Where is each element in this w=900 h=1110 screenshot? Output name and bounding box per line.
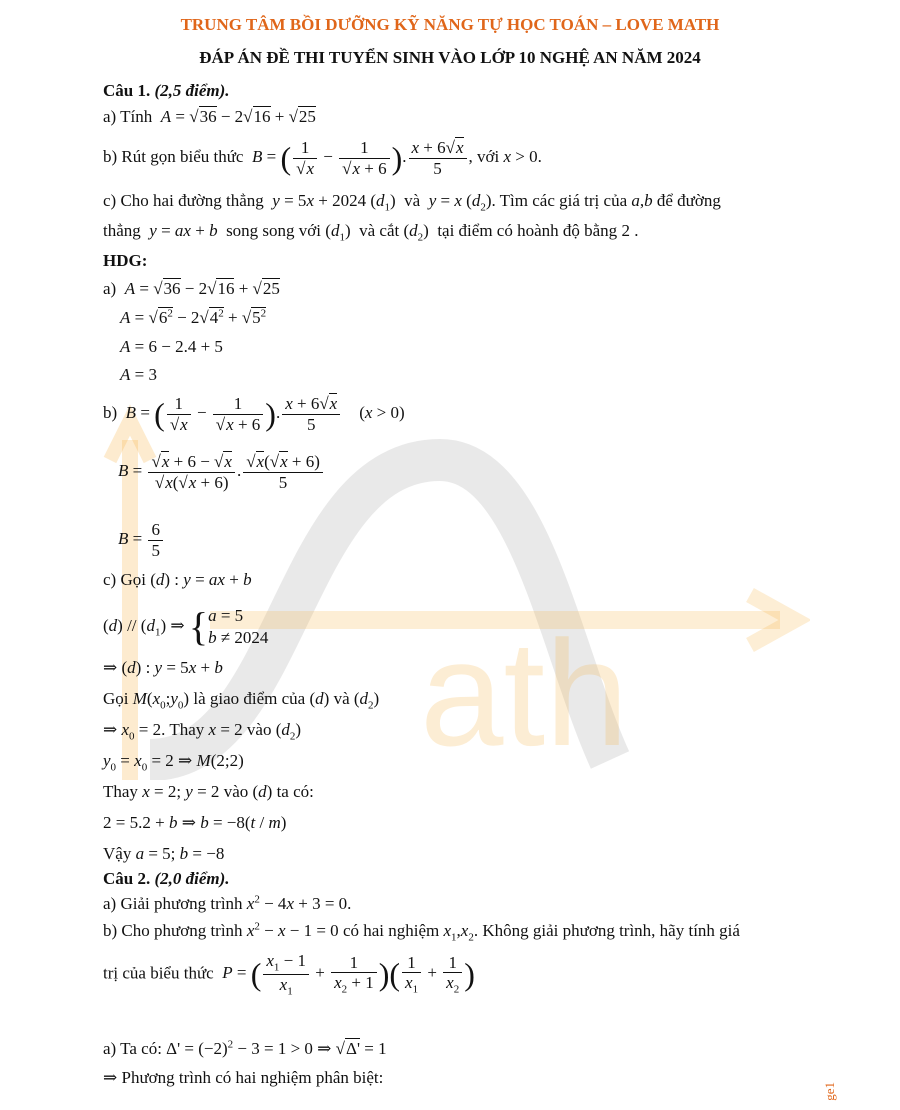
sol-b-line3: B = $\frac{6}{5}$	[118, 520, 165, 560]
sol-c-line5: ⇒ $x_0 = 2$. Thay x = 2 vào $(d_2)$	[103, 720, 302, 743]
q2-conclusion: ⇒ Phương trình có hai nghiệm phân biệt:	[103, 1068, 384, 1087]
sol-a-line1: a) A = √36 − 2√16 + √25	[103, 279, 280, 298]
sol-c-line3: ⇒ (d) : y = 5x + b	[103, 658, 223, 677]
sol-a-line2: $A = √6^2 - 2√4^2 + √5^2$	[120, 307, 267, 327]
sol-b-line2: B = $\frac{√x + 6 - √x}{√x(√x + 6)}$ . $\frac{√x(√x + 6)}{5}$	[118, 452, 325, 492]
q2-part-a: a) Giải phương trình $x^2 - 4x + 3 = 0$.	[103, 893, 352, 913]
hdg-heading: HDG:	[103, 251, 148, 270]
sol-c-line7: Thay x = 2; y = 2 vào (d) ta có:	[103, 782, 314, 801]
page-number: ge1	[822, 1082, 837, 1101]
question-2-heading: Câu 2. (2,0 điểm).	[103, 869, 230, 888]
sol-a-line4: A = 3	[120, 365, 157, 384]
q2-sol-a: a) Ta có: $\Delta' = (-2)^2 - 3 = 1 > 0$ ⇒ √Δ' = 1	[103, 1038, 387, 1058]
q1-part-a: a) Tính A = √36 − 2√16 + √25	[103, 107, 316, 126]
sol-b-line1: b) B = ( $\frac{1}{√x}$ − $\frac{1}{√x + 6}$ ). $\frac{x + 6√x}{5}$ (x > 0)	[103, 394, 405, 434]
question-1-heading: Câu 1. (2,5 điểm).	[103, 81, 230, 100]
watermark-text: ath	[420, 609, 629, 777]
sol-c-line4: Gọi $M(x_0;y_0)$ là giao điểm của (d) và $(d_2)$	[103, 689, 380, 712]
sol-c-line1: c) Gọi (d) : y = ax + b	[103, 570, 252, 589]
document-title: ĐÁP ÁN ĐỀ THI TUYỂN SINH VÀO LỚP 10 NGHỆ AN NĂM 2024	[199, 48, 701, 67]
sol-c-line6: $y_0 = x_0 = 2$ ⇒ M(2;2)	[103, 751, 244, 774]
sol-c-line8: 2 = 5.2 + b ⇒ b = −8(t / m)	[103, 813, 287, 832]
center-name: TRUNG TÂM BỒI DƯỠNG KỸ NĂNG TỰ HỌC TOÁN – LOVE MATH	[180, 15, 720, 34]
sol-c-line9: Vậy a = 5; b = −8	[103, 844, 225, 863]
sol-c-line2: $(d) // (d_1)$ ⇒ { a = 5 b ≠ 2024	[103, 604, 269, 649]
q1-part-c-line2: thẳng y = ax + b song song với $(d_1)$ và cắt $(d_2)$ tại điểm có hoành độ bằng 2 .	[103, 221, 639, 244]
q2-part-b-line1: b) Cho phương trình $x^2 - x - 1 = 0$ có hai nghiệm $x_1,x_2$. Không giải phương trình, hãy tính giá	[103, 920, 740, 944]
sol-a-line3: A = 6 − 2.4 + 5	[120, 337, 223, 356]
q2-part-b-line2: trị của biểu thức P = ( $\frac{x_1 - 1}{x_1}$ + $\frac{1}{x_2 + 1}$ )( $\frac{1}{x_1}$ + $\frac{1}{x_2}$ )	[103, 951, 475, 998]
q1-part-b: b) Rút gọn biểu thức B = ( $\frac{1}{√x}$ − $\frac{1}{√x + 6}$ ). $\frac{x + 6√x}{5}$ , với x > 0.	[103, 138, 542, 178]
q1-part-c-line1: c) Cho hai đường thẳng y = 5x + 2024 $(d_1)$ và y = x $(d_2)$. Tìm các giá trị của a,b để đường	[103, 191, 721, 214]
